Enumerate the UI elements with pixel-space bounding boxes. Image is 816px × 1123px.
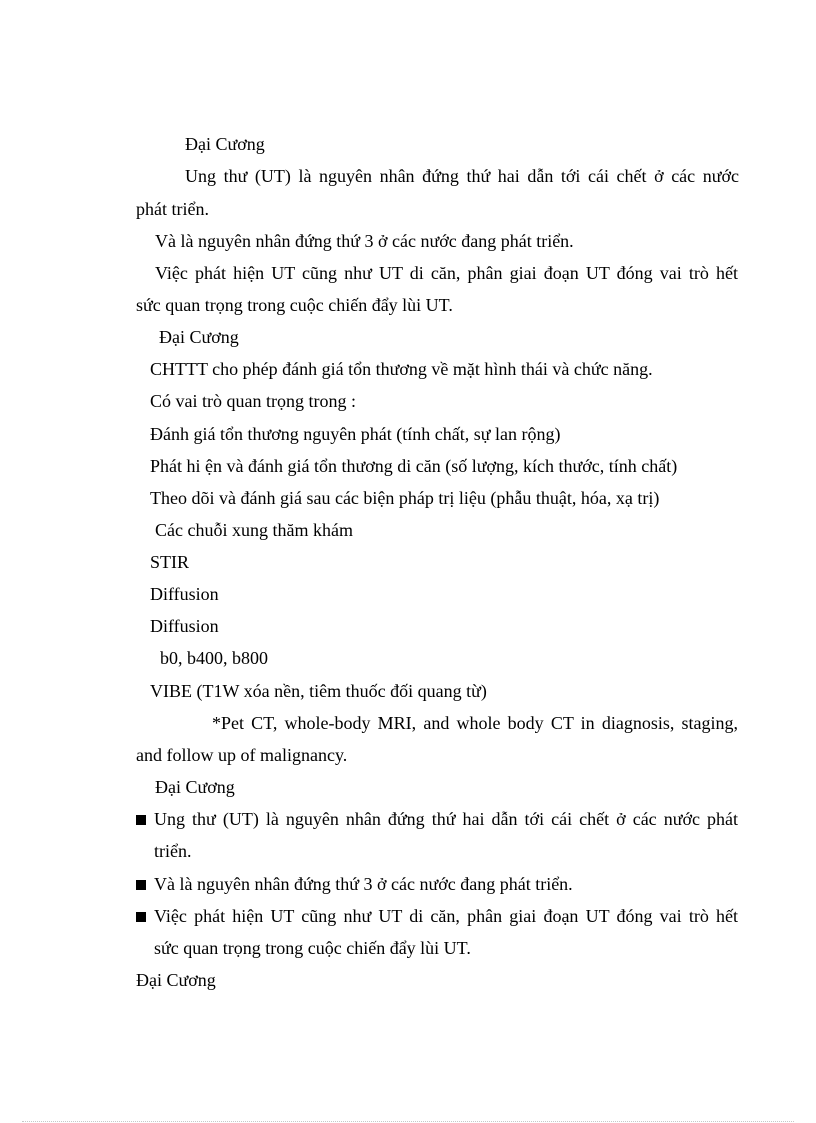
paragraph-line: STIR bbox=[150, 552, 190, 572]
paragraph-line: Việc phát hiện UT cũng như UT di căn, phân giai đoạn UT đóng vai trò hết bbox=[155, 263, 738, 283]
paragraph-line: Các chuỗi xung thăm khám bbox=[155, 520, 353, 540]
page-bottom-divider bbox=[22, 1121, 794, 1122]
paragraph-line: CHTTT cho phép đánh giá tổn thương về mặt hình thái và chức năng. bbox=[150, 359, 653, 379]
section-heading: Đại Cương bbox=[159, 327, 239, 347]
list-item: Ung thư (UT) là nguyên nhân đứng thứ hai dẫn tới cái chết ở các nước phát bbox=[154, 809, 738, 829]
section-heading: Đại Cương bbox=[155, 777, 235, 797]
paragraph-line: b0, b400, b800 bbox=[160, 648, 268, 668]
paragraph-line: *Pet CT, whole-body MRI, and whole body CT in diagnosis, staging, bbox=[212, 713, 738, 733]
paragraph-line: Theo dõi và đánh giá sau các biện pháp trị liệu (phẫu thuật, hóa, xạ trị) bbox=[150, 488, 660, 508]
bullet-square-icon bbox=[136, 912, 146, 922]
paragraph-line: sức quan trọng trong cuộc chiến đẩy lùi UT. bbox=[136, 295, 453, 315]
paragraph-line: Và là nguyên nhân đứng thứ 3 ở các nước đang phát triển. bbox=[155, 231, 574, 251]
section-heading: Đại Cương bbox=[136, 970, 216, 990]
bullet-square-icon bbox=[136, 815, 146, 825]
paragraph-line: Có vai trò quan trọng trong : bbox=[150, 391, 356, 411]
list-item: Và là nguyên nhân đứng thứ 3 ở các nước đang phát triển. bbox=[154, 874, 573, 894]
paragraph-line: Đánh giá tổn thương nguyên phát (tính chất, sự lan rộng) bbox=[150, 424, 561, 444]
section-heading: Đại Cương bbox=[185, 134, 265, 154]
paragraph-line: phát triển. bbox=[136, 199, 209, 219]
paragraph-line: Diffusion bbox=[150, 616, 219, 636]
list-item: Việc phát hiện UT cũng như UT di căn, phân giai đoạn UT đóng vai trò hết bbox=[154, 906, 738, 926]
bullet-square-icon bbox=[136, 880, 146, 890]
paragraph-line: Diffusion bbox=[150, 584, 219, 604]
list-item: triển. bbox=[154, 841, 192, 861]
paragraph-line: VIBE (T1W xóa nền, tiêm thuốc đối quang từ) bbox=[150, 681, 487, 701]
paragraph-line: and follow up of malignancy. bbox=[136, 745, 348, 765]
paragraph-line: Ung thư (UT) là nguyên nhân đứng thứ hai dẫn tới cái chết ở các nước bbox=[185, 166, 739, 186]
list-item: sức quan trọng trong cuộc chiến đẩy lùi UT. bbox=[154, 938, 471, 958]
paragraph-line: Phát hi ện và đánh giá tổn thương di căn (số lượng, kích thước, tính chất) bbox=[150, 456, 678, 476]
